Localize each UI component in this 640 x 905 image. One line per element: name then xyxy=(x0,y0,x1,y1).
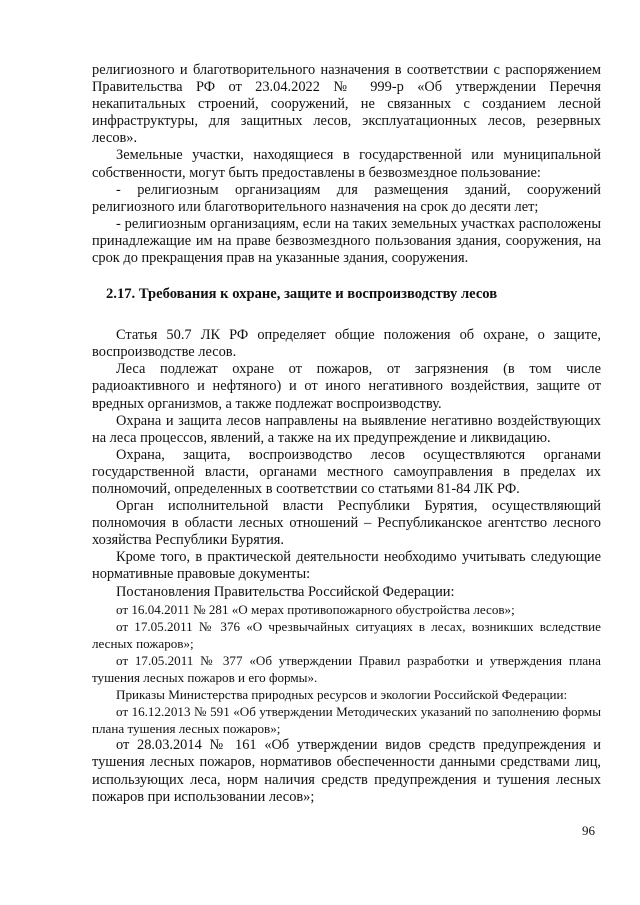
paragraph-protection-aims: Охрана и защита лесов направлены на выявление негативно воздействующих на леса процессов, явлений, а также на их предупреждение и ликвидацию. xyxy=(92,412,601,446)
decree-item: от 17.05.2011 № 376 «О чрезвычайных ситуациях в лесах, возникших вследствие лесных пожаров»; xyxy=(92,618,601,651)
ministry-orders-heading: Приказы Министерства природных ресурсов и экологии Российской Федерации: xyxy=(116,687,568,703)
order-item: от 16.12.2013 № 591 «Об утверждении Методических указаний по заполнению формы плана тушения лесных пожаров»; xyxy=(92,704,601,737)
paragraph-regulations-intro: Кроме того, в практической деятельности необходимо учитывать следующие нормативные правовые документы: xyxy=(92,549,601,583)
paragraph-forest-protection: Леса подлежат охране от пожаров, от загрязнения (в том числе радиоактивного и нефтяного) и от иного негативного воздействия, защите от вредных организмов, а также подлежат воспроизводству. xyxy=(92,361,601,412)
order-item: от 28.03.2014 № 161 «Об утверждении видов средств предупреждения и тушения лесных пожаров, нормативов обеспеченности данными средствами лиц, использующих леса, норм наличия средств предупреждения и тушения лесных пожаров при использовании лесов»; xyxy=(92,737,601,805)
paragraph-executive-body: Орган исполнительной власти Республики Бурятия, осуществляющий полномочия в области лесных отношений – Республиканское агентство лесного хозяйства Республики Бурятия. xyxy=(92,498,601,549)
paragraph-religious-purpose: религиозного и благотворительного назначения в соответствии с распоряжением Правительства РФ от 23.04.2022 № 999-р «Об утверждении Перечня некапитальных строений, сооружений, не связанных с созданием лесной инфраструктуры, для защитных лесов, эксплуатационных лесов, резервных лесов». xyxy=(92,62,601,147)
decree-item: от 17.05.2011 № 377 «Об утверждении Правил разработки и утверждения плана тушения лесных пожаров и его формы». xyxy=(92,652,601,685)
list-item-religious-buildings: - религиозным организациям для размещения зданий, сооружений религиозного или благотворительного назначения на срок до десяти лет; xyxy=(92,181,601,215)
paragraph-decrees-heading: Постановления Правительства Российской Федерации: xyxy=(116,583,455,600)
paragraph-authorities: Охрана, защита, воспроизводство лесов осуществляются органами государственной власти, органами местного самоуправления в пределах их полномочий, определенных в соответствии со статьями 81-84 ЛК РФ. xyxy=(92,446,601,497)
decree-list xyxy=(92,601,601,738)
list-item-religious-ownership: - религиозным организациям, если на таких земельных участках расположены принадлежащие им на праве безвозмездного пользования здания, сооружения, на срок до прекращения прав на указанные здания, сооружения. xyxy=(92,215,601,267)
paragraph-article-50-7: Статья 50.7 ЛК РФ определяет общие положения об охране, о защите, воспроизводстве лесов. xyxy=(92,327,601,361)
page-body xyxy=(92,62,601,806)
page-number: 96 xyxy=(582,823,595,838)
decree-item: от 16.04.2011 № 281 «О мерах противопожарного обустройства лесов»; xyxy=(116,601,515,617)
section-heading: 2.17. Требования к охране, защите и воспроизводству лесов xyxy=(106,286,498,303)
paragraph-land-plots: Земельные участки, находящиеся в государственной или муниципальной собственности, могут быть предоставлены в безвозмездное пользование: xyxy=(92,147,601,181)
